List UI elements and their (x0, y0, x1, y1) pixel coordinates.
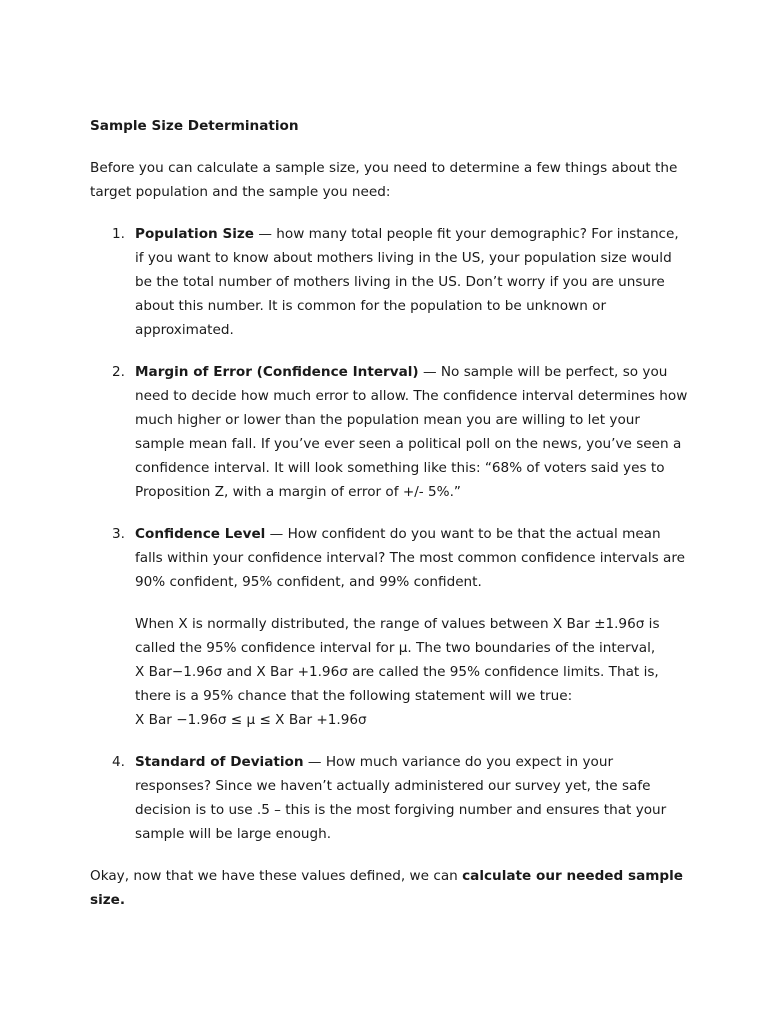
list-item-text: — No sample will be perfect, so you need to decide how much error to allow. The confidence interval determines how much higher or lower than the population mean you are willing to let your sample mean fall. If you’ve ever seen a political poll on the news, you’ve seen a confidence interval. It will look something like this: “68% of voters said yes to Proposition Z, with a margin of error of +/- 5%.” (135, 364, 688, 500)
list-item-confidence-level (90, 522, 690, 732)
explanation-line: When X is normally distributed, the range of values between X Bar ±1.96σ is (135, 616, 660, 632)
list-item-term: Margin of Error (Confidence Interval) (135, 364, 419, 380)
list-item-term: Standard of Deviation (135, 754, 304, 770)
conclusion-paragraph (90, 864, 690, 912)
conclusion-text: Okay, now that we have these values defined, we can (90, 868, 463, 884)
list-item-population-size (90, 222, 690, 342)
list-number: 2. (112, 364, 125, 380)
conclusion-emphasis: calculate our needed sample size. (90, 868, 684, 908)
list-item-margin-of-error (90, 360, 690, 504)
intro-paragraph: Before you can calculate a sample size, you need to determine a few things about the target population and the sample you need: (90, 160, 678, 200)
formula-line: X Bar −1.96σ ≤ µ ≤ X Bar +1.96σ (135, 712, 367, 728)
explanation-line: X Bar−1.96σ and X Bar +1.96σ are called the 95% confidence limits. That is, (135, 664, 659, 680)
list-item-term: Population Size (135, 226, 255, 242)
list-number: 1. (112, 226, 125, 242)
document-title: Sample Size Determination (90, 118, 299, 134)
document-page (90, 114, 690, 912)
list-item-text: — How much variance do you expect in your responses? Since we haven’t actually administered our survey yet, the safe decision is to use .5 – this is the most forgiving number and ensures that your sample will be large enough. (135, 754, 667, 842)
list-item-term: Confidence Level (135, 526, 266, 542)
list-item-text: — how many total people fit your demographic? For instance, if you want to know about mothers living in the US, your population size would be the total number of mothers living in the US. Don’t worry if you are unsure about this number. It is common for the population to be unknown or approximated. (135, 226, 679, 338)
explanation-line: called the 95% confidence interval for µ. The two boundaries of the interval, (135, 640, 656, 656)
numbered-list (90, 222, 690, 846)
list-item-standard-deviation (90, 750, 690, 846)
list-number: 4. (112, 754, 125, 770)
list-number: 3. (112, 526, 125, 542)
explanation-line: there is a 95% chance that the following statement will we true: (135, 688, 573, 704)
confidence-interval-explanation (135, 612, 690, 732)
list-item-text: — How confident do you want to be that the actual mean falls within your confidence interval? The most common confidence intervals are 90% confident, 95% confident, and 99% confident. (135, 526, 685, 590)
